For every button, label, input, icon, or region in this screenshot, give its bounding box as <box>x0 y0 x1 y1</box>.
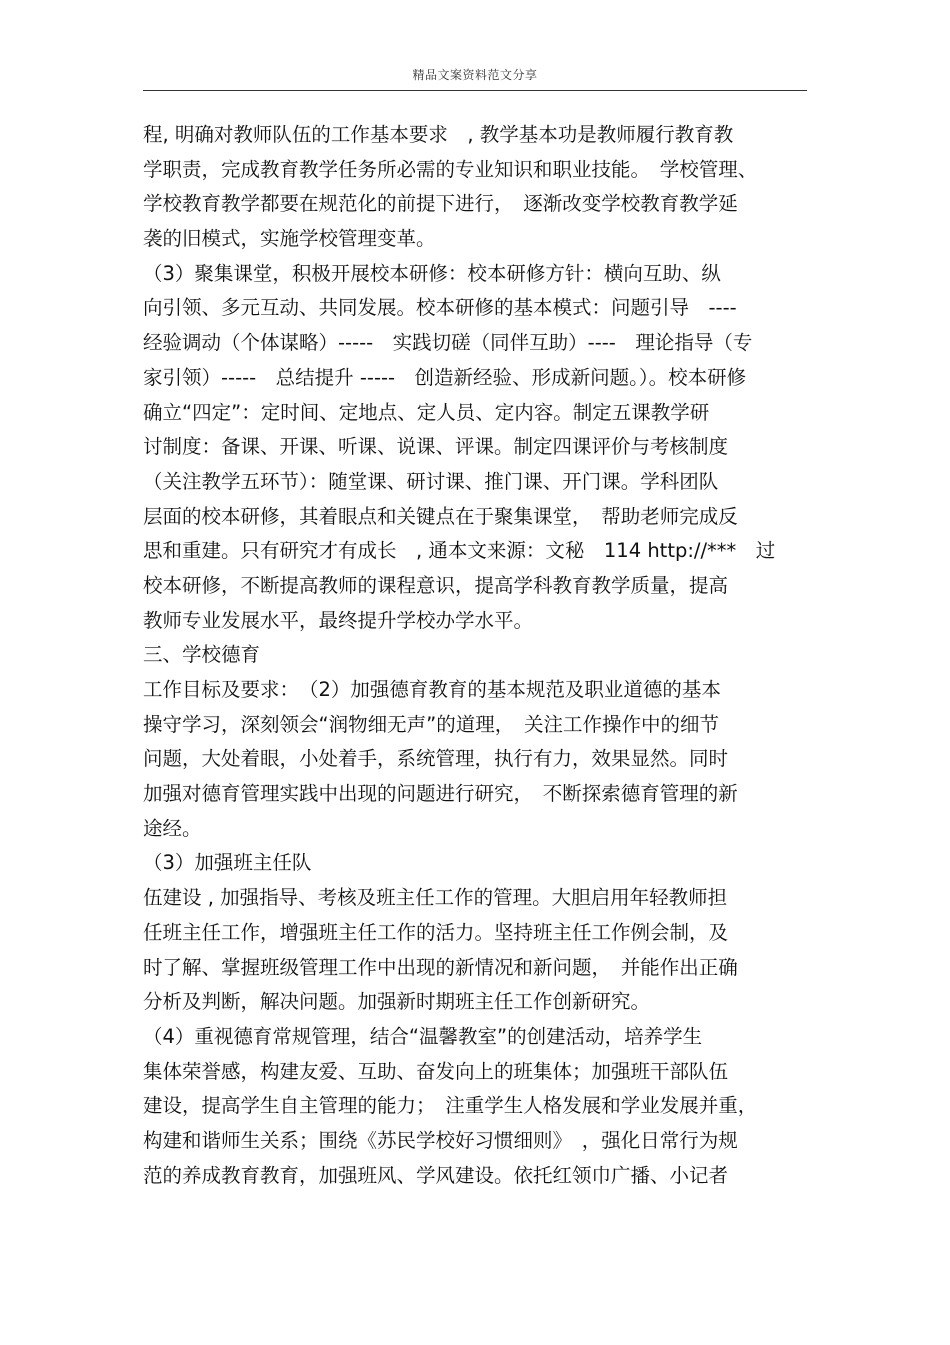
text-line: 分析及判断，解决问题。加强新时期班主任工作创新研究。 <box>143 990 651 1014</box>
running-header: 精品文案资料范文分享 <box>412 68 538 82</box>
text-line: 构建和谐师生关系；围绕《苏民学校好习惯细则》 ，强化日常行为规 <box>143 1128 738 1152</box>
header-divider <box>143 90 807 91</box>
text-line: 途经。 <box>143 816 202 840</box>
text-line: 讨制度：备课、开课、听课、说课、评课。制定四课评价与考核制度 <box>143 435 729 459</box>
text-line: 伍建设 , 加强指导、考核及班主任工作的管理。大胆启用年轻教师担 <box>143 886 728 910</box>
text-line: 时了解、掌握班级管理工作中出现的新情况和新问题， 并能作出正确 <box>143 955 738 979</box>
text-line: 加强对德育管理实践中出现的问题进行研究， 不断探索德育管理的新 <box>143 782 738 806</box>
text-line: 确立“四定”：定时间、定地点、定人员、定内容。制定五课教学研 <box>143 400 710 424</box>
text-line: 学职责，完成教育教学任务所必需的专业知识和职业技能。 学校管理、 <box>143 157 758 181</box>
text-line: 集体荣誉感，构建友爱、互助、奋发向上的班集体；加强班干部队伍 <box>143 1059 729 1083</box>
text-line: 袭的旧模式，实施学校管理变革。 <box>143 227 436 251</box>
text-line: 层面的校本研修，其着眼点和关键点在于聚集课堂， 帮助老师完成反 <box>143 504 738 528</box>
section-heading: 三、学校德育 <box>143 643 261 667</box>
text-line: （4）重视德育常规管理，结合“温馨教室”的创建活动，培养学生 <box>143 1024 703 1048</box>
text-line: 家引领）----- 总结提升 ----- 创造新经验、形成新问题。）。校本研修 <box>143 365 747 389</box>
text-line: 问题，大处着眼，小处着手，系统管理，执行有力，效果显然。同时 <box>143 747 729 771</box>
text-line: 任班主任工作，增强班主任工作的活力。坚持班主任工作例会制，及 <box>143 920 729 944</box>
text-line: 程, 明确对教师队伍的工作基本要求 , 教学基本功是教师履行教育教 <box>143 123 734 146</box>
text-line: 操守学习，深刻领会“润物细无声”的道理， 关注工作操作中的细节 <box>143 712 719 736</box>
text-line: 教师专业发展水平，最终提升学校办学水平。 <box>143 608 534 632</box>
text-line: 思和重建。只有研究才有成长 , 通本文来源：文秘 114 http://*** 过 <box>143 539 776 563</box>
text-line: （3）聚集课堂，积极开展校本研修：校本研修方针：横向互助、纵 <box>143 261 721 285</box>
text-line: （关注教学五环节）：随堂课、研讨课、推门课、开门课。学科团队 <box>143 469 719 493</box>
text-line: 工作目标及要求： （2）加强德育教育的基本规范及职业道德的基本 <box>143 678 721 701</box>
text-line: 范的养成教育教育，加强班风、学风建设。依托红领巾广播、小记者 <box>143 1163 729 1187</box>
text-line: 建设，提高学生自主管理的能力； 注重学生人格发展和学业发展并重， <box>143 1094 758 1118</box>
text-line: 学校教育教学都要在规范化的前提下进行， 逐渐改变学校教育教学延 <box>143 192 738 216</box>
text-line: 向引领、多元互动、共同发展。校本研修的基本模式：问题引导 ---- <box>143 296 737 320</box>
text-line: （3）加强班主任队 <box>143 851 312 875</box>
body-text <box>143 118 813 1193</box>
text-line: 校本研修，不断提高教师的课程意识，提高学科教育教学质量，提高 <box>143 573 729 597</box>
text-line: 经验调动（个体谋略）----- 实践切磋（同伴互助）---- 理论指导（专 <box>143 331 753 355</box>
